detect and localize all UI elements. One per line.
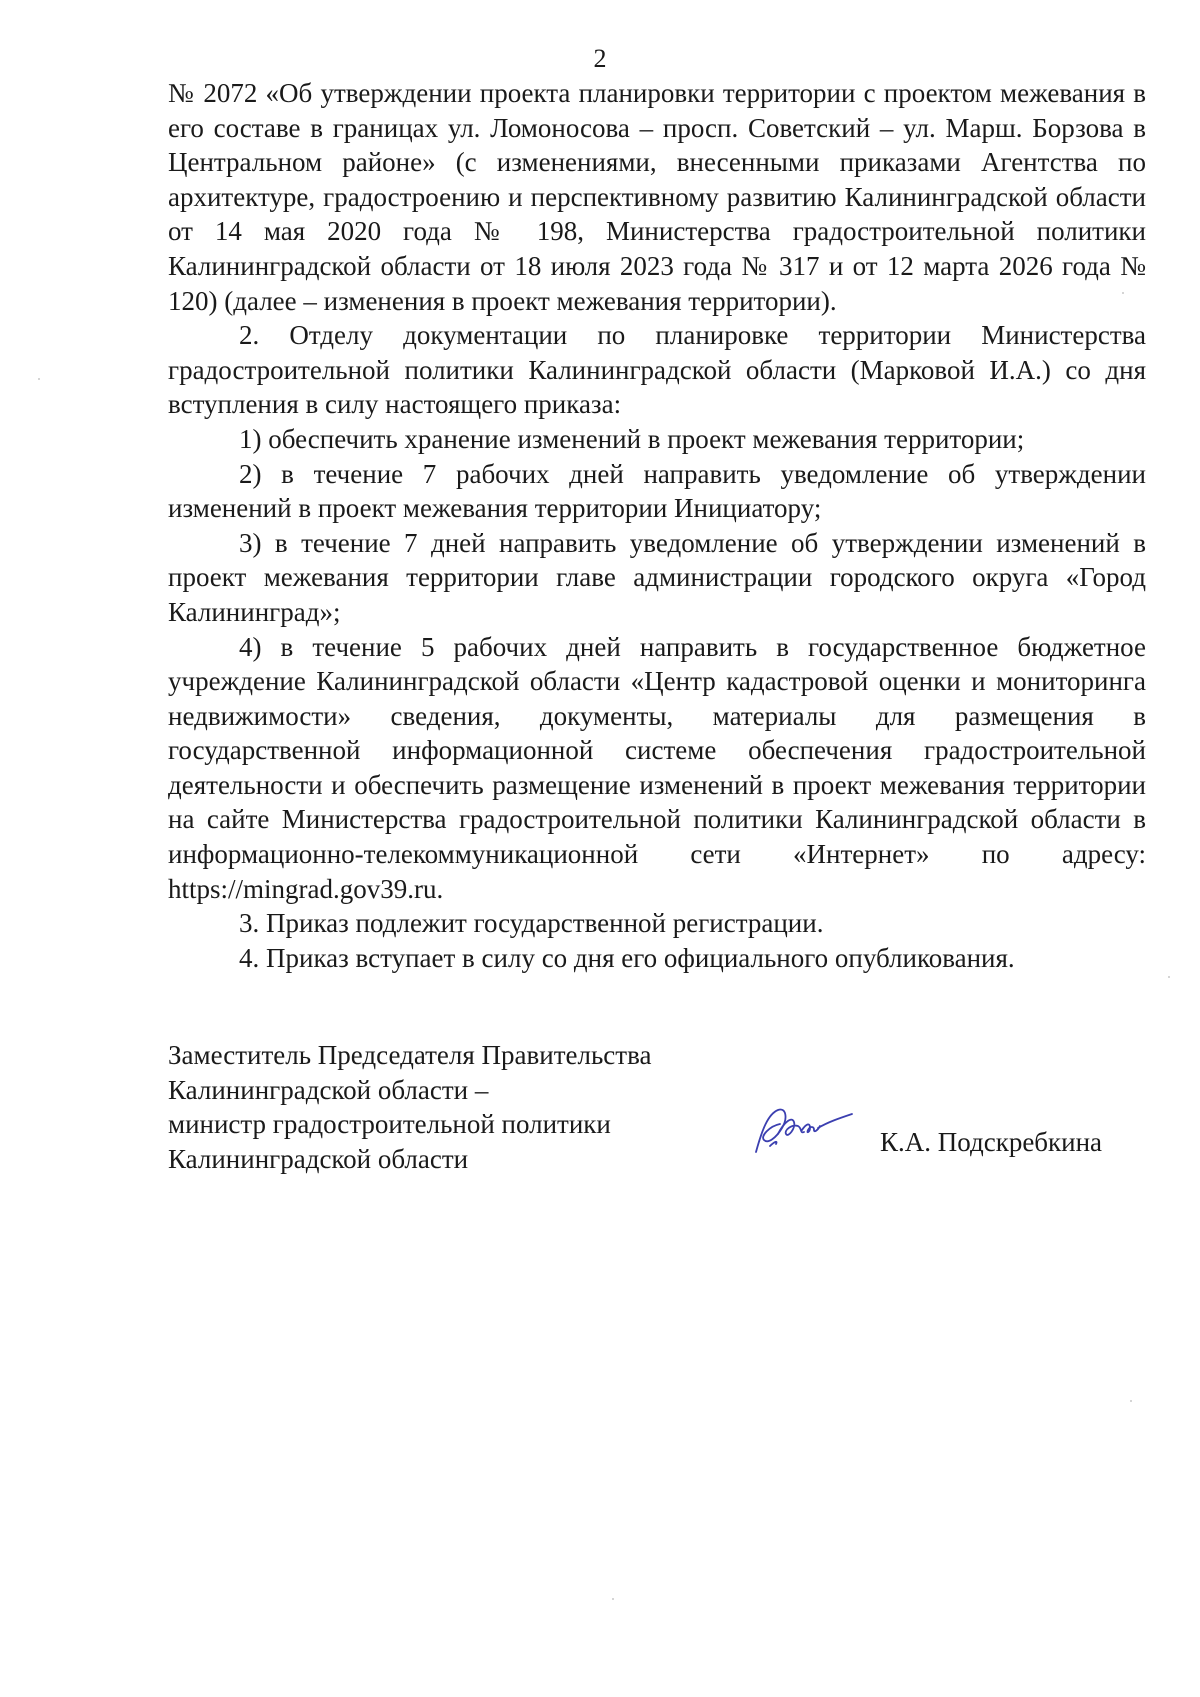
paragraph-item-2: 2. Отделу документации по планировке территории Министерства градостроительной политики Калининградской области (Марковой И.А.) со дня вступления в силу настоящего приказа: (168, 320, 1146, 420)
order-body (168, 76, 1146, 975)
paragraph-item-4: 4. Приказ вступает в силу со дня его официального опубликования. (239, 942, 1015, 973)
scan-speck (38, 378, 40, 380)
position-line: Калининградской области – (168, 1074, 489, 1105)
page-number: 2 (593, 44, 607, 73)
paragraph-item-3: 3. Приказ подлежит государственной регистрации. (239, 908, 824, 939)
position-line: Заместитель Председателя Правительства (168, 1040, 652, 1070)
scan-speck (1130, 1400, 1132, 1402)
signatory-position (168, 1038, 768, 1176)
scan-speck (1168, 976, 1170, 978)
paragraph-continuation: № 2072 «Об утверждении проекта планировки территории с проектом межевания в его составе в границах ул. Ломоносова – просп. Советский – ул. Марш. Борзова в Центральном районе» (с изменениями, внесенными приказами Агентства по архитектуре, градостроению и перспективному развитию Калининградской области от 14 мая 2020 года № 198, Министерства градостроительной политики Калининградской области от 18 июля 2023 года № 317 и от 12 марта 2026 года № 120) (далее – изменения в проект межевания территории). (168, 78, 1146, 316)
paragraph-subitem-2: 2) в течение 7 рабочих дней направить уведомление об утверждении изменений в проект межевания территории Инициатору; (168, 458, 1146, 524)
position-line: министр градостроительной политики (168, 1109, 611, 1140)
scan-speck (612, 1598, 614, 1600)
paragraph-subitem-3: 3) в течение 7 дней направить уведомление об утверждении изменений в проект межевания территории главе администрации городского округа «Город Калининград»; (168, 527, 1146, 627)
scan-speck (1122, 292, 1124, 294)
position-line: Калининградской области (168, 1143, 469, 1174)
paragraph-subitem-4: 4) в течение 5 рабочих дней направить в государственное бюджетное учреждение Калининградской области «Центр кадастровой оценки и мониторинга недвижимости» сведения, документы, материалы для размещения в государственной информационной системе обеспечения градостроительной деятельности и обеспечить размещение изменений в проект межевания территории на сайте Министерства градостроительной политики Калининградской области в информационно-телекоммуникационной сети «Интернет» по адресу: https://mingrad.gov39.ru. (168, 631, 1146, 904)
signer-name: К.А. Подскребкина (880, 1127, 1103, 1157)
handwritten-signature (748, 1100, 858, 1160)
paragraph-subitem-1: 1) обеспечить хранение изменений в проект межевания территории; (239, 423, 1025, 454)
